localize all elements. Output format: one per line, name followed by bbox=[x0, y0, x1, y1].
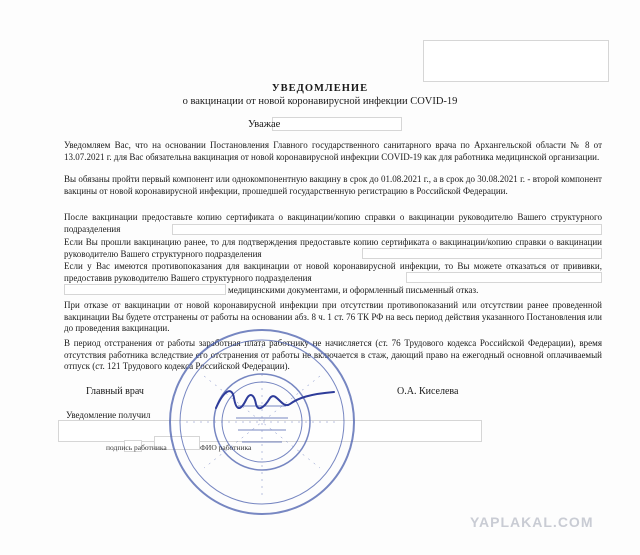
site-watermark: YAPLAKAL.COM bbox=[470, 514, 594, 530]
document-title: УВЕДОМЛЕНИЕ bbox=[271, 83, 369, 94]
paragraph-contraindications: Если у Вас имеются противопоказания для вакцинации от новой коронавирусной инфекции, то Вы можете отказаться от прививки, предоставив руководителю Вашего структурного подразделения bbox=[64, 261, 602, 283]
redacted-field-4 bbox=[64, 284, 226, 295]
paragraph-deadlines: Вы обязаны пройти первый компонент или однокомпонентную вакцину в срок до 01.08.2021 г., а в срок до 30.08.2021 г. - второй компонент вакцины от новой коронавирусной инфекции, прошедшей государственную регистрацию в Российской Федерации. bbox=[64, 174, 602, 196]
seal-stamp-icon bbox=[166, 326, 358, 518]
received-label: Уведомление получил bbox=[66, 410, 151, 420]
paragraph-prior-vaccination: Если Вы прошли вакцинацию ранее, то для подтверждения предоставьте копию сертификата о вакцинации/копию справки о вакцинации руководителю Вашего структурного подразделения bbox=[64, 237, 602, 259]
document-subtitle: о вакцинации от новой коронавирусной инфекции COVID-19 bbox=[182, 96, 458, 107]
redacted-recipient-name bbox=[272, 117, 402, 131]
greeting: Уважае bbox=[248, 119, 281, 130]
signature-icon bbox=[210, 380, 340, 420]
paragraph-suspension: В период отстранения от работы заработная плата работнику не начисляется (ст. 76 Трудового кодекса Российской Федерации), время отсутствия работника вследствие его отстранения от работы не включается в стаж, дающий право на ежегодный основной оплачиваемый отпуск (ст. 121 Трудового кодекса Российской Федерации). bbox=[64, 338, 602, 371]
paragraph-basis: Уведомляем Вас, что на основании Постановления Главного государственного санитарного врача по Архангельской области № 8 от 13.07.2021 г. для Вас обязательна вакцинация от новой коронавирусной инфекции COVID-19 как для работника медицинской организации. bbox=[64, 140, 602, 162]
caption-signature: подпись работника bbox=[106, 443, 167, 452]
paragraph-contraindications-end: медицинскими документами, и оформленный письменный отказ. bbox=[228, 285, 479, 295]
caption-name: ФИО работника bbox=[200, 443, 252, 452]
signatory-name: О.А. Киселева bbox=[397, 386, 459, 397]
paragraph-after-vaccination: После вакцинации предоставьте копию сертификата о вакцинации/копию справки о вакцинации руководителю Вашего структурного подразделения bbox=[64, 212, 602, 234]
paragraph-refusal: При отказе от вакцинации от новой коронавирусной инфекции при отсутствии противопоказаний или отсутствии ранее проведенной вакцинации Вы будете отстранены от работы на основании абз. 8 ч. 1 ст. 76 ТК РФ на весь период действия указанного Постановления или до проведения вакцинации. bbox=[64, 300, 602, 333]
redacted-header-block bbox=[423, 40, 609, 82]
signatory-role: Главный врач bbox=[86, 386, 144, 397]
